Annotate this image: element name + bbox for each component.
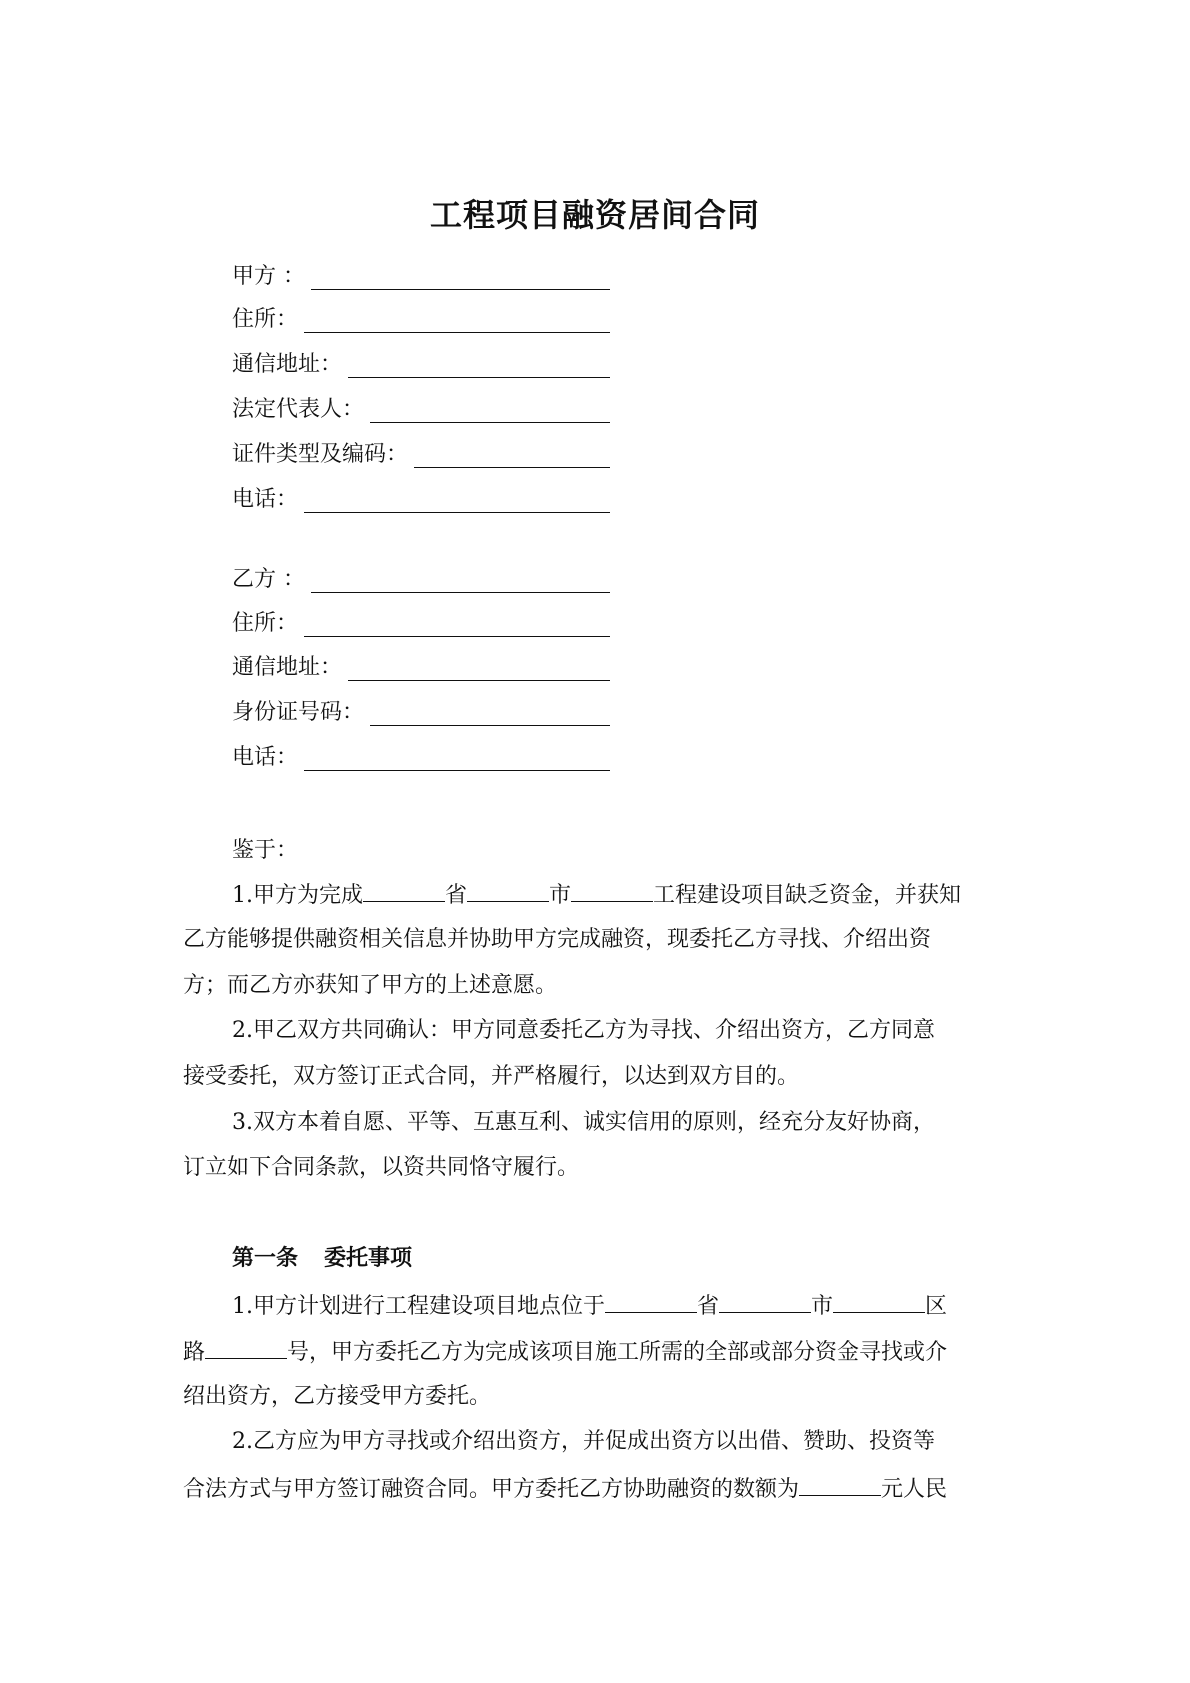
text-segment: 路 bbox=[183, 1340, 206, 1365]
text-segment: 市 bbox=[811, 1294, 834, 1319]
text-segment: 工程建设项目缺乏资金，并获知 bbox=[653, 883, 962, 908]
party-a-legal-rep-field[interactable] bbox=[232, 393, 610, 423]
party-b-mailing-address-field[interactable] bbox=[232, 651, 610, 681]
article1-p1-line1 bbox=[183, 1290, 1018, 1320]
text-segment: 区 bbox=[925, 1294, 948, 1319]
fill-line[interactable] bbox=[304, 748, 610, 771]
text-segment: 省 bbox=[697, 1294, 720, 1319]
field-label: 住所： bbox=[232, 307, 299, 332]
whereas-p1-line1 bbox=[183, 879, 1018, 909]
party-b-name-field[interactable] bbox=[232, 563, 610, 593]
blank-project[interactable] bbox=[571, 879, 653, 902]
whereas-p1-line2: 乙方能够提供融资相关信息并协助甲方完成融资，现委托乙方寻找、介绍出资 bbox=[183, 927, 932, 952]
fill-line[interactable] bbox=[348, 658, 610, 681]
fill-line[interactable] bbox=[311, 570, 610, 593]
party-a-phone-field[interactable] bbox=[232, 483, 610, 513]
party-b-id-number-field[interactable] bbox=[232, 696, 610, 726]
article1-p2-line1: 2.乙方应为甲方寻找或介绍出资方，并促成出资方以出借、赞助、投资等 bbox=[232, 1429, 935, 1454]
blank-road-number[interactable] bbox=[205, 1336, 287, 1359]
field-label: 身份证号码： bbox=[232, 700, 365, 725]
fill-line[interactable] bbox=[311, 267, 610, 290]
field-label: 乙方 ： bbox=[232, 567, 305, 592]
fill-line[interactable] bbox=[414, 445, 610, 468]
field-label: 甲方 ： bbox=[232, 264, 305, 289]
whereas-p2-line2: 接受委托，双方签订正式合同，并严格履行，以达到双方目的。 bbox=[183, 1064, 800, 1089]
blank-district[interactable] bbox=[833, 1290, 925, 1313]
field-label: 通信地址： bbox=[232, 655, 343, 680]
text-segment: 1.甲方为完成 bbox=[232, 883, 363, 908]
article1-heading bbox=[232, 1244, 412, 1274]
text-segment: 1.甲方计划进行工程建设项目地点位于 bbox=[232, 1294, 605, 1319]
text-segment: 元人民 bbox=[881, 1477, 948, 1502]
fill-line[interactable] bbox=[304, 310, 610, 333]
whereas-p3-line1: 3.双方本着自愿、平等、互惠互利、诚实信用的原则，经充分友好协商， bbox=[232, 1110, 935, 1135]
field-label: 证件类型及编码： bbox=[232, 442, 409, 467]
party-a-name-field[interactable] bbox=[232, 260, 610, 290]
blank-province[interactable] bbox=[605, 1290, 697, 1313]
document-title: 工程项目融资居间合同 bbox=[429, 196, 760, 234]
field-label: 通信地址： bbox=[232, 352, 343, 377]
party-b-address-field[interactable] bbox=[232, 607, 610, 637]
text-segment: 市 bbox=[549, 883, 572, 908]
field-label: 电话： bbox=[232, 487, 299, 512]
party-a-id-type-field[interactable] bbox=[232, 438, 610, 468]
fill-line[interactable] bbox=[304, 614, 610, 637]
whereas-p3-line2: 订立如下合同条款，以资共同恪守履行。 bbox=[183, 1155, 580, 1180]
article1-p1-line2 bbox=[183, 1336, 947, 1366]
text-segment: 号，甲方委托乙方为完成该项目施工所需的全部或部分资金寻找或介 bbox=[287, 1340, 948, 1365]
fill-line[interactable] bbox=[370, 400, 610, 423]
blank-city[interactable] bbox=[719, 1290, 811, 1313]
fill-line[interactable] bbox=[304, 490, 610, 513]
party-b-phone-field[interactable] bbox=[232, 741, 610, 771]
text-segment: 省 bbox=[445, 883, 468, 908]
article1-p1-line3: 绍出资方，乙方接受甲方委托。 bbox=[183, 1384, 492, 1409]
fill-line[interactable] bbox=[370, 703, 610, 726]
whereas-heading: 鉴于： bbox=[232, 838, 299, 863]
field-label: 住所： bbox=[232, 611, 299, 636]
article-name: 委托事项 bbox=[324, 1246, 413, 1271]
whereas-p1-line3: 方；而乙方亦获知了甲方的上述意愿。 bbox=[183, 973, 558, 998]
blank-amount[interactable] bbox=[799, 1473, 881, 1496]
fill-line[interactable] bbox=[348, 355, 610, 378]
text-segment: 合法方式与甲方签订融资合同。甲方委托乙方协助融资的数额为 bbox=[183, 1477, 800, 1502]
field-label: 电话： bbox=[232, 745, 299, 770]
article1-p2-line2 bbox=[183, 1473, 947, 1503]
party-a-address-field[interactable] bbox=[232, 303, 610, 333]
field-label: 法定代表人： bbox=[232, 397, 365, 422]
blank-city[interactable] bbox=[467, 879, 549, 902]
party-a-mailing-address-field[interactable] bbox=[232, 348, 610, 378]
whereas-p2-line1: 2.甲乙双方共同确认：甲方同意委托乙方为寻找、介绍出资方，乙方同意 bbox=[232, 1018, 935, 1043]
blank-province[interactable] bbox=[363, 879, 445, 902]
article-number: 第一条 bbox=[232, 1246, 299, 1271]
